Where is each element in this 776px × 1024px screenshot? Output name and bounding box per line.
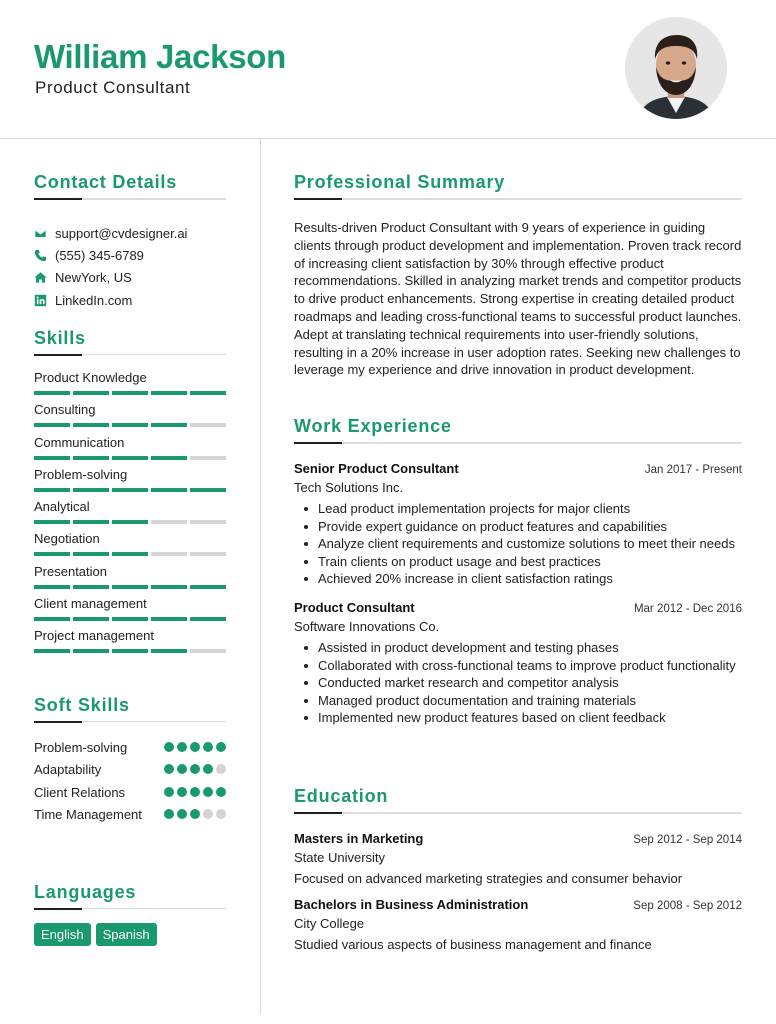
soft-skill-name: Client Relations: [34, 784, 126, 800]
skill-item: [34, 530, 226, 562]
skill-level-segment: [112, 585, 148, 589]
languages-heading: Languages: [34, 882, 137, 902]
summary-text: Results-driven Product Consultant with 9 years of experience in guiding clients through product development and implementation. Proven track record of increasing client satisfaction by 30% through effective product recommendations. Skilled in analyzing market trends and competitor products to drive product enhancements. Strong expertise in creating detailed product roadmaps and leading cross-functional teams to successful product launches. Adept at translating technical requirements into user-friendly solutions, resulting in a 20% increase in user adoption rates. Seeking new challenges to leverage my experience and drive innovation in product development.: [294, 220, 742, 378]
profile-photo: [625, 17, 727, 119]
contact-phone[interactable]: [34, 244, 226, 266]
soft-skill-rating: [164, 787, 226, 797]
skill-level-bar: [34, 488, 226, 492]
rating-dot: [216, 787, 226, 797]
portrait-image: [625, 17, 727, 119]
education-description: Focused on advanced marketing strategies and consumer behavior: [294, 871, 683, 886]
language-badge: English: [34, 923, 91, 946]
skill-level-segment: [34, 456, 70, 460]
job-bullet: Implemented new product features based on client feedback: [294, 709, 742, 727]
contact-location: [34, 267, 226, 289]
rating-dot: [177, 809, 187, 819]
skill-level-segment: [73, 617, 109, 621]
contact-email[interactable]: [34, 222, 226, 244]
contact-heading: Contact Details: [34, 172, 178, 192]
skill-level-segment: [151, 423, 187, 427]
education-section: [294, 786, 742, 952]
skill-level-segment: [190, 617, 226, 621]
home-icon: [34, 271, 47, 284]
job-bullet: Lead product implementation projects for major clients: [294, 500, 742, 518]
skill-name: Negotiation: [34, 531, 100, 547]
job-bullets: [294, 500, 742, 588]
skill-item: [34, 627, 226, 659]
job-title: Product Consultant: [294, 599, 415, 615]
skill-level-bar: [34, 456, 226, 460]
skill-level-segment: [73, 520, 109, 524]
skill-level-segment: [112, 649, 148, 653]
languages-list: [34, 923, 226, 946]
soft-skill-item: [34, 739, 226, 761]
education-date: Sep 2008 - Sep 2012: [633, 900, 742, 912]
section-rule: [294, 812, 742, 814]
soft-skill-name: Problem-solving: [34, 740, 128, 755]
skill-level-segment: [112, 552, 148, 556]
job-bullet: Achieved 20% increase in client satisfaction ratings: [294, 570, 742, 588]
skill-item: [34, 466, 226, 498]
rating-dot: [216, 764, 226, 774]
skill-level-segment: [34, 423, 70, 427]
language-badge: Spanish: [96, 923, 157, 946]
skill-level-bar: [34, 423, 226, 427]
experience-heading: Work Experience: [294, 416, 452, 436]
skill-item: [34, 434, 226, 466]
skills-heading: Skills: [34, 328, 86, 348]
skill-level-segment: [34, 488, 70, 492]
job-company: Tech Solutions Inc.: [294, 480, 404, 495]
skill-level-segment: [73, 488, 109, 492]
rating-dot: [216, 742, 226, 752]
skills-list: [34, 369, 226, 660]
skill-level-bar: [34, 649, 226, 653]
skill-level-segment: [151, 520, 187, 524]
soft-skills-heading: Soft Skills: [34, 695, 130, 715]
column-divider: [260, 139, 261, 1014]
skill-level-segment: [190, 456, 226, 460]
skill-level-segment: [112, 488, 148, 492]
skill-level-segment: [73, 423, 109, 427]
soft-skills-list: [34, 739, 226, 828]
section-rule: [34, 198, 226, 200]
skill-item: [34, 563, 226, 595]
skill-level-segment: [151, 391, 187, 395]
skill-level-segment: [112, 456, 148, 460]
rating-dot: [190, 742, 200, 752]
skill-level-segment: [34, 649, 70, 653]
soft-skill-name: Adaptability: [34, 762, 102, 778]
skill-level-segment: [73, 456, 109, 460]
section-rule: [34, 721, 226, 722]
linkedin-icon: [34, 294, 47, 307]
skill-level-segment: [73, 585, 109, 589]
envelope-icon: [34, 227, 47, 240]
skill-item: [34, 401, 226, 433]
skill-level-segment: [112, 617, 148, 621]
skill-item: [34, 498, 226, 530]
rating-dot: [203, 742, 213, 752]
rating-dot: [164, 787, 174, 797]
skill-level-segment: [112, 391, 148, 395]
skill-name: Client management: [34, 596, 147, 612]
contact-section: [34, 172, 226, 311]
section-rule: [294, 198, 742, 200]
soft-skill-item: [34, 761, 226, 783]
job-bullet: Train clients on product usage and best practices: [294, 553, 742, 571]
skill-level-segment: [190, 585, 226, 589]
job-bullet: Conducted market research and competitor analysis: [294, 674, 742, 692]
skill-name: Problem-solving: [34, 466, 128, 482]
skill-level-segment: [112, 423, 148, 427]
soft-skill-name: Time Management: [34, 806, 142, 822]
rating-dot: [177, 787, 187, 797]
soft-skills-section: [34, 695, 226, 828]
skill-level-segment: [151, 617, 187, 621]
rating-dot: [164, 764, 174, 774]
job-bullet: Managed product documentation and training materials: [294, 692, 742, 710]
contact-list: [34, 222, 226, 311]
job-entry: [294, 600, 742, 727]
soft-skill-rating: [164, 742, 226, 752]
job-title: Senior Product Consultant: [294, 461, 459, 476]
skill-level-segment: [73, 649, 109, 653]
rating-dot: [190, 787, 200, 797]
skill-level-segment: [34, 617, 70, 621]
soft-skill-item: [34, 806, 226, 828]
skill-level-bar: [34, 520, 226, 524]
skill-level-segment: [190, 520, 226, 524]
job-bullets: [294, 639, 742, 727]
skill-level-segment: [73, 391, 109, 395]
contact-linkedin[interactable]: [34, 289, 226, 311]
section-rule: [34, 908, 226, 909]
job-date: Mar 2012 - Dec 2016: [633, 602, 742, 615]
skill-level-segment: [151, 488, 187, 492]
rating-dot: [190, 764, 200, 774]
skills-section: [34, 328, 226, 660]
phone-icon: [34, 249, 47, 262]
contact-phone-text: (555) 345-6789: [55, 247, 144, 263]
education-description: Studied various aspects of business management and finance: [294, 937, 652, 952]
candidate-name: William Jackson: [34, 38, 286, 75]
rating-dot: [203, 764, 213, 774]
school-name: City College: [294, 916, 365, 931]
skill-level-segment: [34, 585, 70, 589]
rating-dot: [164, 809, 174, 819]
job-company: Software Innovations Co.: [294, 618, 440, 634]
education-heading: Education: [294, 786, 389, 806]
rating-dot: [164, 742, 174, 752]
skill-name: Consulting: [34, 402, 96, 418]
skill-level-segment: [190, 552, 226, 556]
soft-skill-rating: [164, 764, 226, 774]
job-date: Jan 2017 - Present: [644, 464, 742, 476]
education-entry: [294, 831, 742, 886]
candidate-title: Product Consultant: [35, 78, 191, 97]
skill-level-segment: [151, 649, 187, 653]
skill-level-segment: [151, 456, 187, 460]
summary-section: [294, 172, 742, 379]
skill-name: Communication: [34, 434, 125, 450]
skill-name: Analytical: [34, 499, 90, 515]
summary-heading: Professional Summary: [294, 172, 506, 192]
rating-dot: [177, 764, 187, 774]
rating-dot: [203, 787, 213, 797]
rating-dot: [190, 809, 200, 819]
resume-header: [0, 0, 776, 139]
skill-level-segment: [34, 391, 70, 395]
education-date: Sep 2012 - Sep 2014: [633, 834, 742, 846]
skill-name: Product Knowledge: [34, 370, 147, 385]
contact-email-text: support@cvdesigner.ai: [55, 225, 188, 241]
job-bullet: Analyze client requirements and customize solutions to meet their needs: [294, 535, 742, 553]
skill-level-bar: [34, 552, 226, 556]
skill-level-segment: [112, 520, 148, 524]
skill-level-bar: [34, 617, 226, 621]
degree-title: Bachelors in Business Administration: [294, 897, 529, 912]
skill-level-segment: [151, 585, 187, 589]
contact-linkedin-text: LinkedIn.com: [55, 292, 133, 308]
job-bullet: Provide expert guidance on product features and capabilities: [294, 518, 742, 536]
rating-dot: [216, 809, 226, 819]
skill-level-segment: [151, 552, 187, 556]
degree-title: Masters in Marketing: [294, 831, 424, 846]
job-entry: [294, 461, 742, 588]
skill-level-segment: [73, 552, 109, 556]
skill-level-bar: [34, 391, 226, 395]
skill-item: [34, 595, 226, 627]
skill-level-segment: [190, 391, 226, 395]
skill-name: Presentation: [34, 563, 107, 579]
skill-name: Project management: [34, 628, 154, 644]
languages-section: [34, 882, 226, 946]
skill-level-segment: [34, 520, 70, 524]
skill-item: [34, 369, 226, 401]
soft-skill-item: [34, 784, 226, 806]
experience-section: [294, 416, 742, 727]
contact-location-text: NewYork, US: [55, 270, 132, 286]
rating-dot: [203, 809, 213, 819]
skill-level-segment: [190, 423, 226, 427]
job-bullet: Collaborated with cross-functional teams to improve product functionality: [294, 657, 742, 675]
skill-level-segment: [190, 649, 226, 653]
skill-level-segment: [190, 488, 226, 492]
skill-level-bar: [34, 585, 226, 589]
section-rule: [34, 354, 226, 355]
soft-skill-rating: [164, 809, 226, 819]
skill-level-segment: [34, 552, 70, 556]
education-entry: [294, 897, 742, 952]
section-rule: [294, 442, 742, 444]
school-name: State University: [294, 850, 386, 865]
rating-dot: [177, 742, 187, 752]
job-bullet: Assisted in product development and testing phases: [294, 639, 742, 657]
